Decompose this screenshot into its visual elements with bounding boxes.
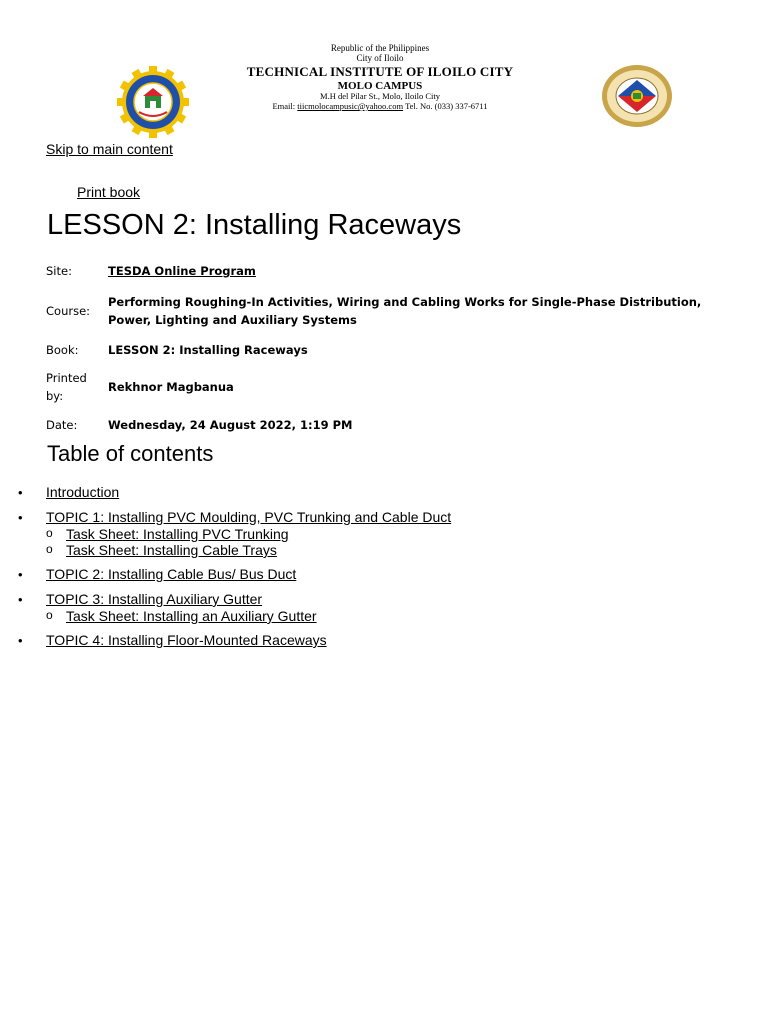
city-line: City of Iloilo (356, 53, 404, 64)
print-book-link[interactable]: Print book (77, 184, 141, 200)
lesson-title: LESSON 2: Installing Raceways (47, 209, 462, 241)
city-of-iloilo-seal-icon (600, 64, 674, 128)
course-label: Course: (46, 304, 91, 318)
toc-title: Table of contents (47, 441, 214, 466)
toc-link-task-sheet-cable-trays[interactable]: Task Sheet: Installing Cable Trays (66, 542, 277, 558)
date-value: Wednesday, 24 August 2022, 1:19 PM (108, 418, 353, 432)
site-label: Site: (46, 264, 72, 278)
email-label: Email: (272, 101, 296, 112)
toc-link-topic-1[interactable]: TOPIC 1: Installing PVC Moulding, PVC Trunking and Cable Duct (46, 509, 452, 525)
date-row (46, 414, 736, 436)
toc-link-introduction[interactable]: Introduction (46, 484, 120, 500)
printed-by-value: Rekhnor Magbanua (108, 380, 234, 394)
campus-name: MOLO CAMPUS (337, 79, 423, 92)
course-row (46, 282, 736, 340)
toc-link-topic-3[interactable]: TOPIC 3: Installing Auxiliary Gutter (46, 591, 263, 607)
toc-link-topic-2[interactable]: TOPIC 2: Installing Cable Bus/ Bus Duct (46, 566, 297, 582)
institute-seal-icon (117, 66, 189, 138)
toc-subitem (46, 526, 738, 542)
toc-sublist (46, 526, 738, 558)
toc-item (18, 632, 738, 649)
toc-item (18, 484, 738, 501)
printed-by-label-line-1: Printed (46, 371, 87, 385)
toc-item (18, 509, 738, 558)
contact-line (230, 102, 530, 112)
toc-item (18, 566, 738, 583)
printed-by-row (46, 360, 736, 414)
republic-line: Republic of the Philippines (330, 43, 430, 53)
book-value: LESSON 2: Installing Raceways (108, 343, 308, 357)
site-link[interactable]: TESDA Online Program (108, 264, 256, 278)
letterhead (0, 0, 768, 135)
toc-sublist (46, 608, 738, 624)
phone-number: Tel. No. (033) 337-6711 (405, 101, 488, 112)
book-row (46, 340, 736, 360)
institute-name: TECHNICAL INSTITUTE OF ILOILO CITY (246, 63, 514, 79)
address-line: M.H del Pilar St., Molo, Iloilo City (320, 91, 440, 102)
toc-item (18, 591, 738, 624)
toc-link-task-sheet-pvc-trunking[interactable]: Task Sheet: Installing PVC Trunking (66, 526, 289, 542)
date-label: Date: (46, 418, 78, 432)
toc-subitem (46, 608, 738, 624)
printed-by-label-line-2: by: (46, 389, 64, 403)
book-label: Book: (46, 343, 79, 357)
book-info-table (46, 260, 736, 436)
toc-list (18, 484, 738, 657)
toc-subitem (46, 542, 738, 558)
skip-to-main-content-link[interactable]: Skip to main content (46, 141, 173, 157)
course-value: Performing Roughing-In Activities, Wiring and Cabling Works for Single-Phase Distribution, Power, Lighting and Auxiliary Systems (108, 295, 702, 327)
printed-by-label (46, 360, 108, 414)
toc-link-task-sheet-auxiliary-gutter[interactable]: Task Sheet: Installing an Auxiliary Gutter (66, 608, 317, 624)
letterhead-text (230, 43, 530, 112)
site-row (46, 260, 736, 282)
toc-link-topic-4[interactable]: TOPIC 4: Installing Floor-Mounted Raceways (46, 632, 327, 648)
email-link[interactable]: tiicmolocampusic@yahoo.com (297, 101, 404, 112)
